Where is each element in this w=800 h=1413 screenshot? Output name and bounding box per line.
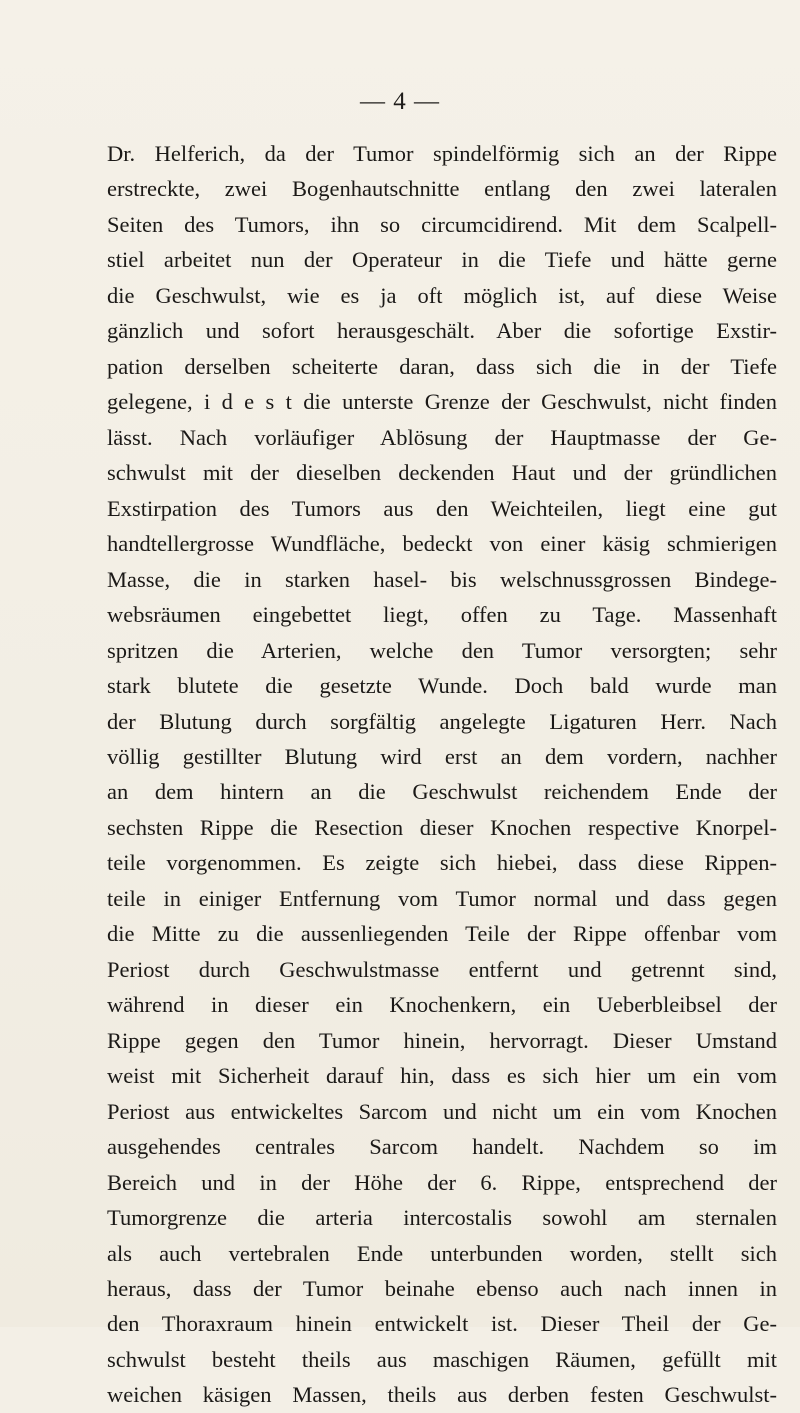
text-line: Tumorgrenze die arteria intercostalis sowohl am sternalen: [107, 1205, 777, 1231]
text-line: an dem hintern an die Geschwulst reichendem Ende der: [107, 779, 777, 805]
text-line: pation derselben scheiterte daran, dass sich die in der Tiefe: [107, 353, 777, 379]
text-line: lässt. Nach vorläufiger Ablösung der Hauptmasse der Ge-: [107, 424, 777, 450]
text-line: ausgehendes centrales Sarcom handelt. Nachdem so im: [107, 1134, 777, 1160]
text-line: weist mit Sicherheit darauf hin, dass es sich hier um ein vom: [107, 1063, 777, 1089]
text-line: völlig gestillter Blutung wird erst an dem vordern, nachher: [107, 743, 777, 769]
text-line: weichen käsigen Massen, theils aus derben festen Geschwulst-: [107, 1382, 777, 1408]
text-line: stiel arbeitet nun der Operateur in die Tiefe und hätte gerne: [107, 247, 777, 273]
text-line: der Blutung durch sorgfältig angelegte Ligaturen Herr. Nach: [107, 708, 777, 734]
text-line: sechsten Rippe die Resection dieser Knochen respective Knorpel-: [107, 814, 777, 840]
text-line: gelegene, i d e s t die unterste Grenze der Geschwulst, nicht finden: [107, 389, 777, 415]
text-line: teile vorgenommen. Es zeigte sich hiebei, dass diese Rippen-: [107, 850, 777, 876]
text-line: die Geschwulst, wie es ja oft möglich ist, auf diese Weise: [107, 282, 777, 308]
text-line: Seiten des Tumors, ihn so circumcidirend. Mit dem Scalpell-: [107, 211, 777, 237]
text-line: Exstirpation des Tumors aus den Weichteilen, liegt eine gut: [107, 495, 777, 521]
text-line: Dr. Helferich, da der Tumor spindelförmig sich an der Rippe: [107, 141, 777, 166]
text-line: Periost aus entwickeltes Sarcom und nicht um ein vom Knochen: [107, 1098, 777, 1124]
text-line: gänzlich und sofort herausgeschält. Aber die sofortige Exstir-: [107, 318, 777, 344]
text-line: den Thoraxraum hinein entwickelt ist. Dieser Theil der Ge-: [107, 1311, 777, 1337]
page-number: — 4 —: [360, 88, 440, 115]
text-line: Bereich und in der Höhe der 6. Rippe, entsprechend der: [107, 1169, 777, 1195]
text-line: handtellergrosse Wundfläche, bedeckt von einer käsig schmierigen: [107, 531, 777, 557]
text-line: websräumen eingebettet liegt, offen zu Tage. Massenhaft: [107, 602, 777, 628]
text-line: Periost durch Geschwulstmasse entfernt und getrennt sind,: [107, 956, 777, 982]
text-line: stark blutete die gesetzte Wunde. Doch bald wurde man: [107, 673, 777, 699]
text-line: als auch vertebralen Ende unterbunden worden, stellt sich: [107, 1240, 777, 1266]
text-line: teile in einiger Entfernung vom Tumor normal und dass gegen: [107, 885, 777, 911]
text-line: Masse, die in starken hasel- bis welschnussgrossen Bindege-: [107, 566, 777, 592]
text-line: heraus, dass der Tumor beinahe ebenso auch nach innen in: [107, 1276, 777, 1301]
text-line: schwulst mit der dieselben deckenden Haut und der gründlichen: [107, 460, 777, 486]
text-line: die Mitte zu die aussenliegenden Teile der Rippe offenbar vom: [107, 921, 777, 947]
text-line: während in dieser ein Knochenkern, ein Ueberbleibsel der: [107, 992, 777, 1018]
text-line: Rippe gegen den Tumor hinein, hervorragt. Dieser Umstand: [107, 1027, 777, 1053]
text-line: schwulst besteht theils aus maschigen Räumen, gefüllt mit: [107, 1346, 777, 1372]
text-line: erstreckte, zwei Bogenhautschnitte entlang den zwei lateralen: [107, 176, 777, 202]
text-line: spritzen die Arterien, welche den Tumor versorgten; sehr: [107, 637, 777, 663]
body-text: [107, 136, 777, 1413]
